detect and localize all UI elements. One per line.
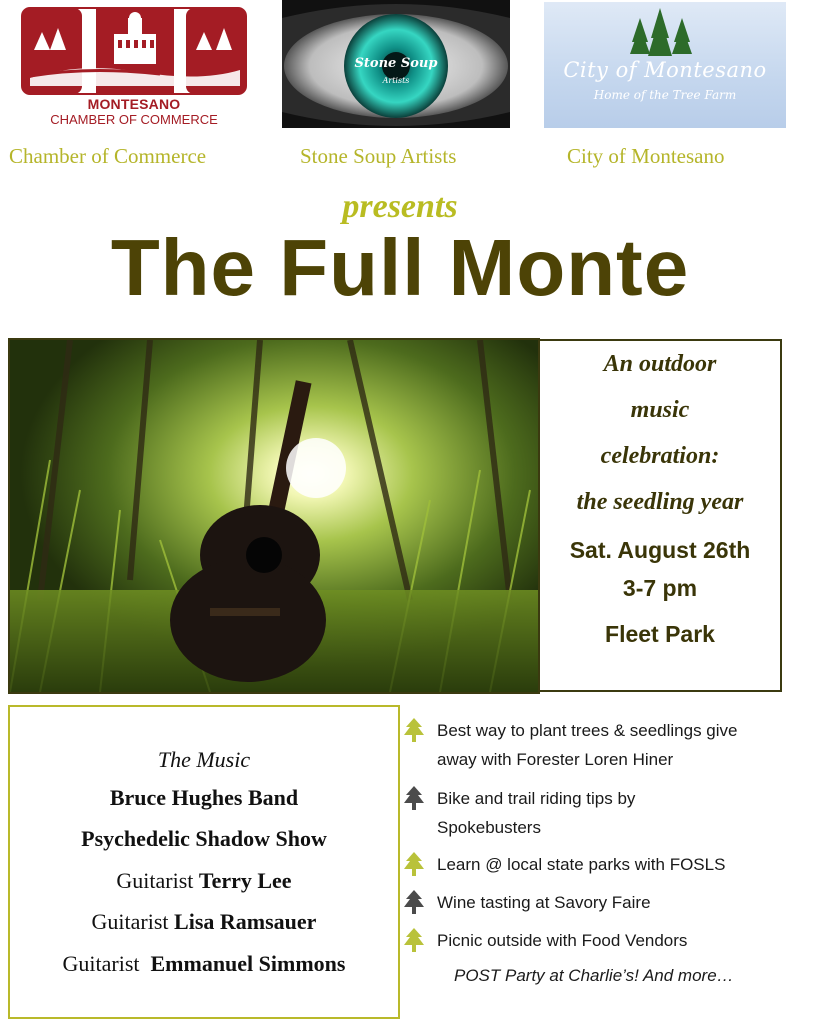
activity-text: Picnic outside with Food Vendors	[437, 931, 688, 950]
caption-city: City of Montesano	[567, 144, 725, 168]
event-location: Fleet Park	[605, 621, 715, 647]
light-tree-icon	[404, 852, 424, 876]
event-date: Sat. August 26th	[569, 537, 751, 563]
event-time: 3-7 pm	[622, 575, 698, 601]
stone-soup-name: Stone Soup	[354, 56, 438, 71]
guitar-in-grass-photo	[8, 338, 540, 694]
info-line-4: the seedling year	[576, 489, 744, 515]
post-party-note: POST Party at Charlie’s! And more…	[454, 966, 734, 985]
info-line-2: music	[630, 397, 690, 423]
activity-text: Best way to plant trees & seedlings give away with Forester Loren Hiner	[437, 721, 738, 769]
caption-chamber: Chamber of Commerce	[9, 144, 207, 168]
band-1: Bruce Hughes Band	[109, 785, 299, 810]
chamber-of-commerce-logo	[20, 6, 248, 130]
light-tree-icon	[404, 928, 424, 952]
guitarist-3: Guitarist Emmanuel Simmons	[62, 951, 346, 976]
music-lineup-box	[8, 705, 400, 1019]
guitarist-1: Guitarist Terry Lee	[116, 868, 292, 893]
trees-icon	[544, 2, 786, 58]
activity-text: Bike and trail riding tips by Spokebusters	[437, 789, 636, 837]
city-title: City of Montesano	[563, 58, 767, 82]
event-title: The Full Monte	[110, 223, 690, 312]
stone-soup-subtitle: Artists	[382, 76, 410, 85]
light-tree-icon	[404, 718, 424, 742]
presents-text: presents	[342, 188, 458, 225]
event-info-box	[538, 339, 782, 692]
city-of-montesano-logo	[544, 2, 786, 128]
activity-text: Wine tasting at Savory Faire	[437, 893, 651, 912]
chamber-subtitle: CHAMBER OF COMMERCE	[50, 112, 218, 127]
dark-tree-icon	[404, 890, 424, 914]
band-2: Psychedelic Shadow Show	[81, 826, 327, 851]
info-line-3: celebration:	[600, 443, 720, 469]
chamber-name: MONTESANO	[87, 96, 181, 112]
guitarist-2: Guitarist Lisa Ramsauer	[91, 909, 317, 934]
dark-tree-icon	[404, 786, 424, 810]
music-heading: The Music	[157, 747, 251, 772]
city-subtitle: Home of the Tree Farm	[593, 88, 737, 102]
caption-stone-soup: Stone Soup Artists	[300, 144, 457, 168]
stone-soup-artists-logo	[282, 0, 510, 128]
chamber-building-emblem	[20, 6, 248, 96]
info-line-1: An outdoor	[603, 351, 717, 377]
activity-text: Learn @ local state parks with FOSLS	[437, 855, 726, 874]
